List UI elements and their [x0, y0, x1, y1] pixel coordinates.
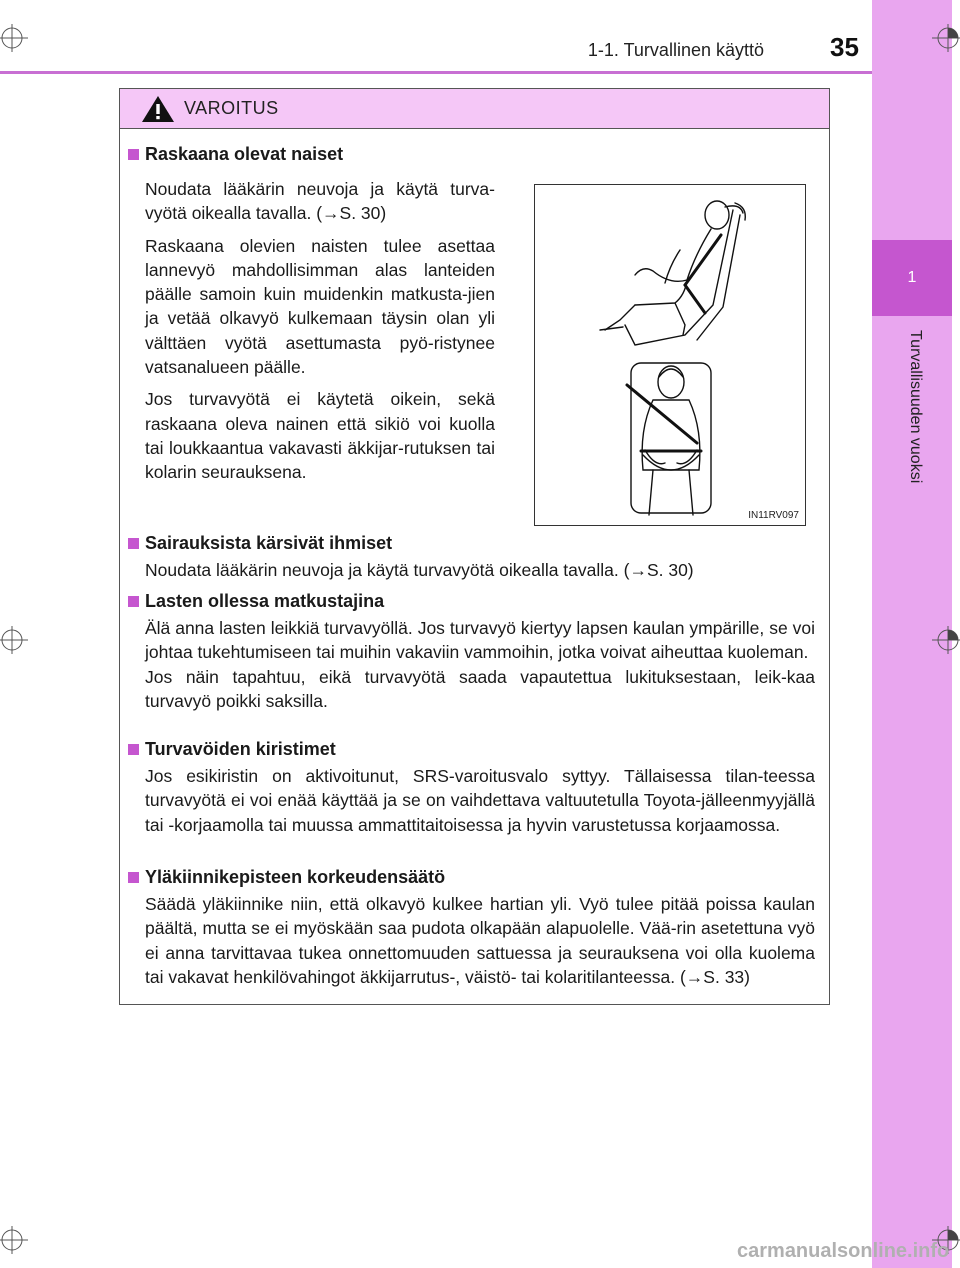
bullet-square-icon	[128, 538, 139, 549]
warning-triangle-icon	[140, 94, 176, 124]
bullet-square-icon	[128, 149, 139, 160]
footer-watermark: carmanualsonline.info	[737, 1240, 950, 1262]
section-illness	[128, 533, 815, 582]
paragraph: Noudata lääkärin neuvoja ja käytä turva-vyötä oikealla tavalla. (→S. 30)	[145, 179, 495, 224]
section-title: Raskaana olevat naiset	[145, 144, 344, 164]
paragraph: Älä anna lasten leikkiä turvavyöllä. Jos turvavyö kiertyy lapsen kaulan ympärille, se voi johtaa tukehtumiseen tai muihin vakaviin vammoihin, jotka voivat aiheuttaa kuoleman.	[145, 618, 815, 663]
paragraph: Jos esikiristin on aktivoitunut, SRS-varoitusvalo syttyy. Tällaisessa tilan-teessa turvavyötä ei voi enää käyttää ja se on vaihdettava valtuutetulla Toyota-jälleenmyyjällä tai -korjaamolla tai muussa ammattitaitoisessa ja hyvin varustetussa korjaamossa.	[145, 766, 815, 835]
section-title: Lasten ollessa matkustajina	[145, 591, 385, 611]
chapter-number: 1	[872, 240, 952, 316]
section-title: Turvavöiden kiristimet	[145, 739, 336, 759]
bullet-square-icon	[128, 872, 139, 883]
warning-title: VAROITUS	[184, 98, 279, 118]
paragraph: Säädä yläkiinnike niin, että olkavyö kulkee hartian yli. Vyö tulee pitää poissa kaulan päältä, mutta se ei myöskään saa pudota olkapään alapuolelle. Vää-rin asetettuna vyö ei anna tarvittavaa tukea onnettomuuden sattuessa ja seurauksena voi olla kuolema tai vakavat henkilövahingot äkkijarrutus-, väistö- tai kolaritilanteessa. (→S. 33)	[145, 894, 815, 987]
header-section-title: 1-1. Turvallinen käyttö	[587, 40, 764, 60]
illustration-drawing	[535, 185, 805, 525]
page-number: 35	[830, 32, 859, 62]
paragraph: Raskaana olevien naisten tulee asettaa lannevyö mahdollisimman alas lanteiden päälle samoin kuin muidenkin matkusta-jien ja vetää olkavyö kulkemaan täysin olan yli välttäen vyötä asettumasta pyö-ristynee vatsanalueen päälle.	[145, 235, 495, 378]
figure-code: IN11RV097	[748, 510, 799, 521]
section-title: Sairauksista kärsivät ihmiset	[145, 533, 393, 553]
section-anchor-height	[128, 867, 815, 989]
bullet-square-icon	[128, 744, 139, 755]
paragraph: Noudata lääkärin neuvoja ja käytä turvavyötä oikealla tavalla. (→S. 30)	[145, 560, 694, 580]
section-pretensioners	[128, 739, 815, 837]
bullet-square-icon	[128, 596, 139, 607]
warning-box	[119, 88, 830, 1005]
chapter-title: Turvallisuuden vuoksi	[907, 330, 924, 484]
paragraph: Jos turvavyötä ei käytetä oikein, sekä raskaana oleva nainen että sikiö voi kuolla tai loukkaantua vakavasti äkkijar-rutuksen tai kolarin seurauksena.	[145, 389, 495, 483]
warning-header	[120, 89, 829, 129]
seatbelt-pregnant-illustration	[534, 184, 806, 526]
section-children	[128, 591, 815, 713]
paragraph: Jos näin tapahtuu, eikä turvavyötä saada vapautettua lukituksestaan, leik-kaa turvavyö poikki saksilla.	[145, 666, 815, 711]
section-title: Yläkiinnikepisteen korkeudensäätö	[145, 867, 446, 887]
